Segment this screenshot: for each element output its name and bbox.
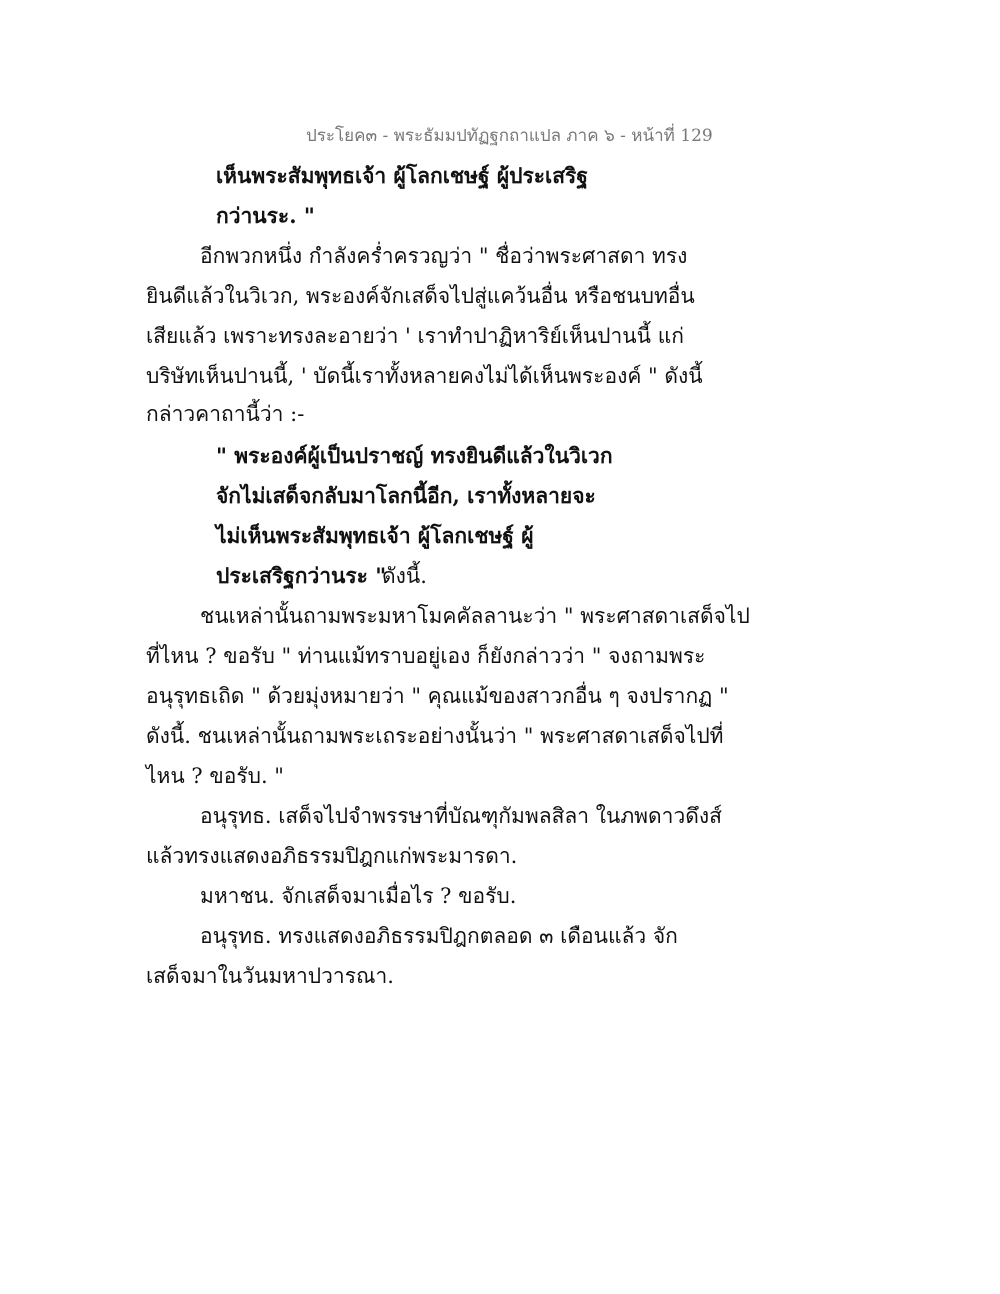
text-line: อนุรุทธเถิด " ด้วยมุ่งหมายว่า " คุณแม้ของสาวกอื่น ๆ จงปรากฏ " [146,684,729,708]
verse-line: ประเสริฐกว่านระ " [216,563,387,588]
text-line: เห็นพระสัมพุทธเจ้า ผู้โลกเชษฐ์ ผู้ประเสริฐ [216,163,588,188]
text-line: กล่าวคาถานี้ว่า :- [146,402,305,426]
verse-line: " พระองค์ผู้เป็นปราชญ์ ทรงยินดีแล้วในวิเวก [216,443,613,468]
text-line: ไหน ? ขอรับ. " [146,764,284,788]
text-line: ยินดีแล้วในวิเวก, พระองค์จักเสด็จไปสู่แคว้นอื่น หรือชนบทอื่น [146,284,695,308]
text-line: มหาชน. จักเสด็จมาเมื่อไร ? ขอรับ. [200,884,517,908]
text-line: อนุรุทธ. เสด็จไปจำพรรษาที่บัณฑุกัมพลสิลา ในภพดาวดึงส์ [200,804,722,828]
text-line: ดังนี้. [382,564,427,588]
text-line: แล้วทรงแสดงอภิธรรมปิฎกแก่พระมารดา. [146,844,518,868]
verse-line: จักไม่เสด็จกลับมาโลกนี้อีก, เราทั้งหลายจะ [216,483,596,508]
text-line: ดังนี้. ชนเหล่านั้นถามพระเถระอย่างนั้นว่า " พระศาสดาเสด็จไปที่ [146,724,724,748]
text-line: บริษัทเห็นปานนี้, ' บัดนี้เราทั้งหลายคงไม่ได้เห็นพระองค์ " ดังนี้ [146,364,703,388]
text-line: ชนเหล่านั้นถามพระมหาโมคคัลลานะว่า " พระศาสดาเสด็จไป [200,604,750,628]
text-line: อีกพวกหนึ่ง กำลังคร่ำครวญว่า " ชื่อว่าพระศาสดา ทรง [200,244,688,268]
text-line: กว่านระ. " [216,203,315,228]
text-line: อนุรุทธ. ทรงแสดงอภิธรรมปิฎกตลอด ๓ เดือนแล้ว จัก [200,924,678,948]
verse-line: ไม่เห็นพระสัมพุทธเจ้า ผู้โลกเชษฐ์ ผู้ [216,523,534,548]
text-line: ที่ไหน ? ขอรับ " ท่านแม้ทราบอยู่เอง ก็ยังกล่าวว่า " จงถามพระ [146,644,706,668]
text-line: เสด็จมาในวันมหาปวารณา. [146,964,394,988]
page-header: ประโยค๓ - พระธัมมปทัฏฐกถาแปล ภาค ๖ - หน้าที่ 129 [306,126,713,146]
text-line: เสียแล้ว เพราะทรงละอายว่า ' เราทำปาฏิหาริย์เห็นปานนี้ แก่ [146,324,684,348]
